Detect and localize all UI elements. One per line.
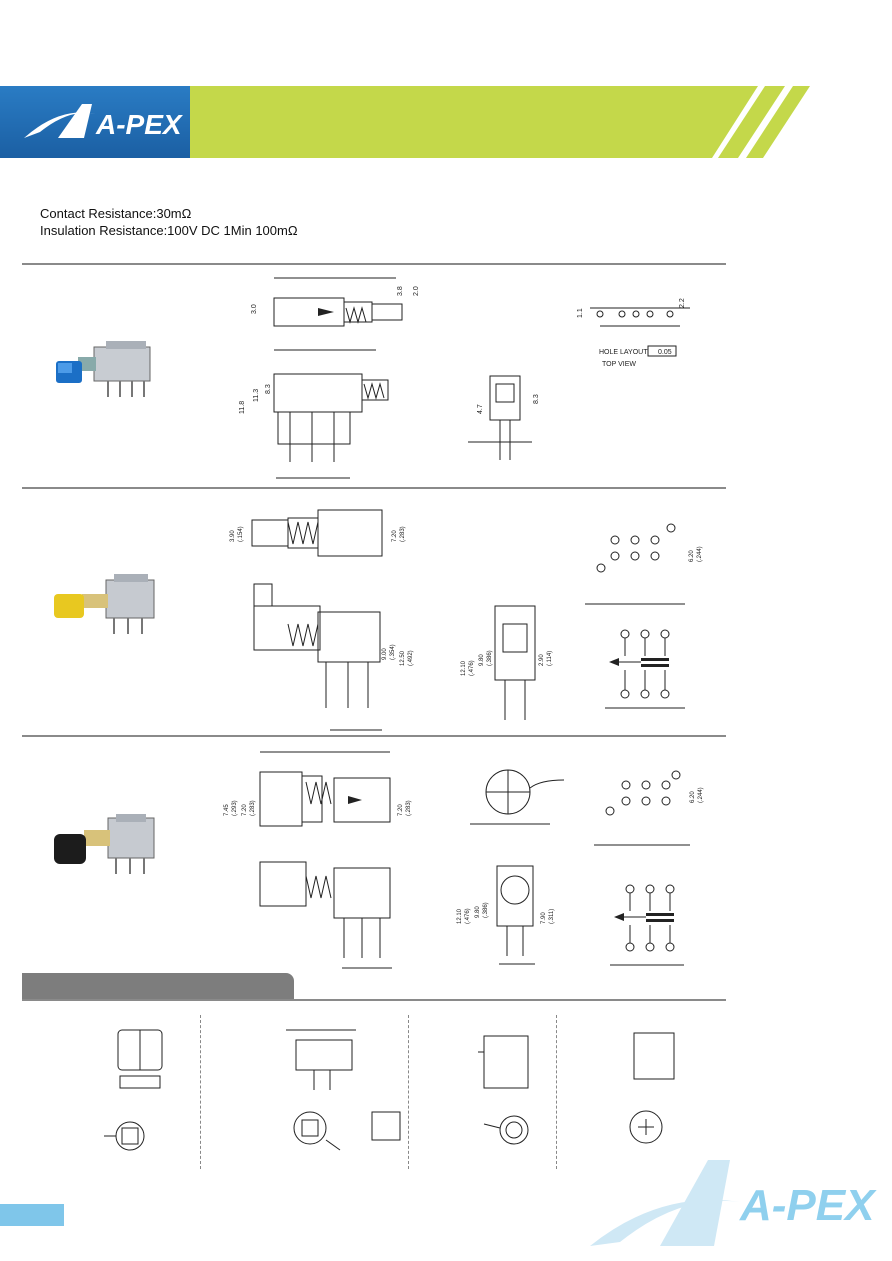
- section-divider: [22, 735, 726, 737]
- dim-label: 3.0: [251, 304, 258, 314]
- section-divider: [22, 999, 726, 1001]
- dim-label: 2.90: [539, 654, 545, 666]
- section3-hole-and-schematic: [580, 745, 710, 970]
- cap-drawing-4: [620, 1015, 710, 1155]
- section3-side-drawing: [222, 742, 422, 972]
- section1-front-drawing: [460, 370, 550, 470]
- section3-knob-drawing: [460, 760, 570, 830]
- dim-label: (.476): [465, 908, 471, 924]
- dim-label: 4.7: [477, 404, 484, 414]
- caps-section-tab: [22, 973, 294, 999]
- dim-label: 7.20: [392, 530, 398, 542]
- dim-label: 6.20: [690, 791, 696, 803]
- section3-front-drawing: [455, 860, 565, 970]
- dim-label: 7.90: [541, 912, 547, 924]
- dim-label: (.283): [400, 526, 406, 542]
- dim-label: 12.50: [400, 650, 406, 666]
- dim-label: 3.90: [230, 530, 236, 542]
- dim-label: (.154): [238, 526, 244, 542]
- dim-label: (.283): [406, 800, 412, 816]
- header-logo-panel: [0, 86, 190, 158]
- dim-label: (.244): [697, 546, 703, 562]
- dim-label: 9.80: [475, 906, 481, 918]
- dim-label: 8.3: [265, 384, 272, 394]
- switch-photo-yellow: [50, 570, 160, 640]
- dim-label: 3.8: [397, 286, 404, 296]
- dim-label: (.354): [390, 644, 396, 660]
- dim-label: 8.3: [533, 394, 540, 404]
- section2-hole-and-schematic: [575, 498, 715, 718]
- cap-drawing-1: [100, 1020, 180, 1160]
- footer-logo-text: A-PEX: [740, 1181, 875, 1230]
- column-divider: [556, 1015, 557, 1169]
- dim-label: (.386): [487, 650, 493, 666]
- cap-drawing-3: [470, 1020, 550, 1150]
- section2-side-drawing: [222, 498, 422, 738]
- section-divider: [22, 487, 726, 489]
- dim-label: (.244): [698, 787, 704, 803]
- dim-label: 2.0: [413, 286, 420, 296]
- tolerance-label: 0.05: [658, 349, 672, 356]
- header-logo-text: A-PEX: [96, 109, 182, 140]
- header-banner: [190, 86, 810, 158]
- dim-label: 2.2: [679, 298, 686, 308]
- page-number-box: [0, 1204, 64, 1226]
- dim-label: 6.20: [689, 550, 695, 562]
- top-view-label: TOP VIEW: [602, 361, 636, 368]
- dim-label: 7.20: [398, 804, 404, 816]
- switch-photo-black: [50, 812, 160, 882]
- dim-label: (.114): [547, 650, 553, 666]
- column-divider: [200, 1015, 201, 1169]
- dim-label: (.293): [232, 800, 238, 816]
- dim-label: 12.10: [461, 660, 467, 676]
- insulation-resistance-spec: Insulation Resistance:100V DC 1Min 100mΩ: [40, 223, 298, 238]
- dim-label: 12.10: [457, 908, 463, 924]
- dim-label: 7.45: [224, 804, 230, 816]
- switch-photo-blue: [50, 335, 160, 405]
- dim-label: 9.80: [479, 654, 485, 666]
- dim-label: 7.20: [242, 804, 248, 816]
- dim-label: (.476): [469, 660, 475, 676]
- section1-hole-layout: [570, 280, 700, 375]
- dim-label: (.492): [408, 650, 414, 666]
- dim-label: 1.1: [577, 308, 584, 318]
- dim-label: 11.8: [239, 400, 246, 414]
- section1-side-drawing: [239, 272, 440, 482]
- dim-label: (.386): [483, 902, 489, 918]
- cap-drawing-2: [270, 1020, 410, 1170]
- hole-layout-label: HOLE LAYOUT: [599, 349, 648, 356]
- footer-watermark-logo-icon: [580, 1150, 880, 1260]
- contact-resistance-spec: Contact Resistance:30mΩ: [40, 206, 192, 221]
- dim-label: (.283): [250, 800, 256, 816]
- dim-label: 11.3: [253, 388, 260, 402]
- section-divider: [22, 263, 726, 265]
- apex-logo-icon: [0, 86, 190, 158]
- dim-label: (.311): [549, 908, 555, 924]
- section2-front-drawing: [455, 600, 565, 730]
- dim-label: 9.00: [382, 648, 388, 660]
